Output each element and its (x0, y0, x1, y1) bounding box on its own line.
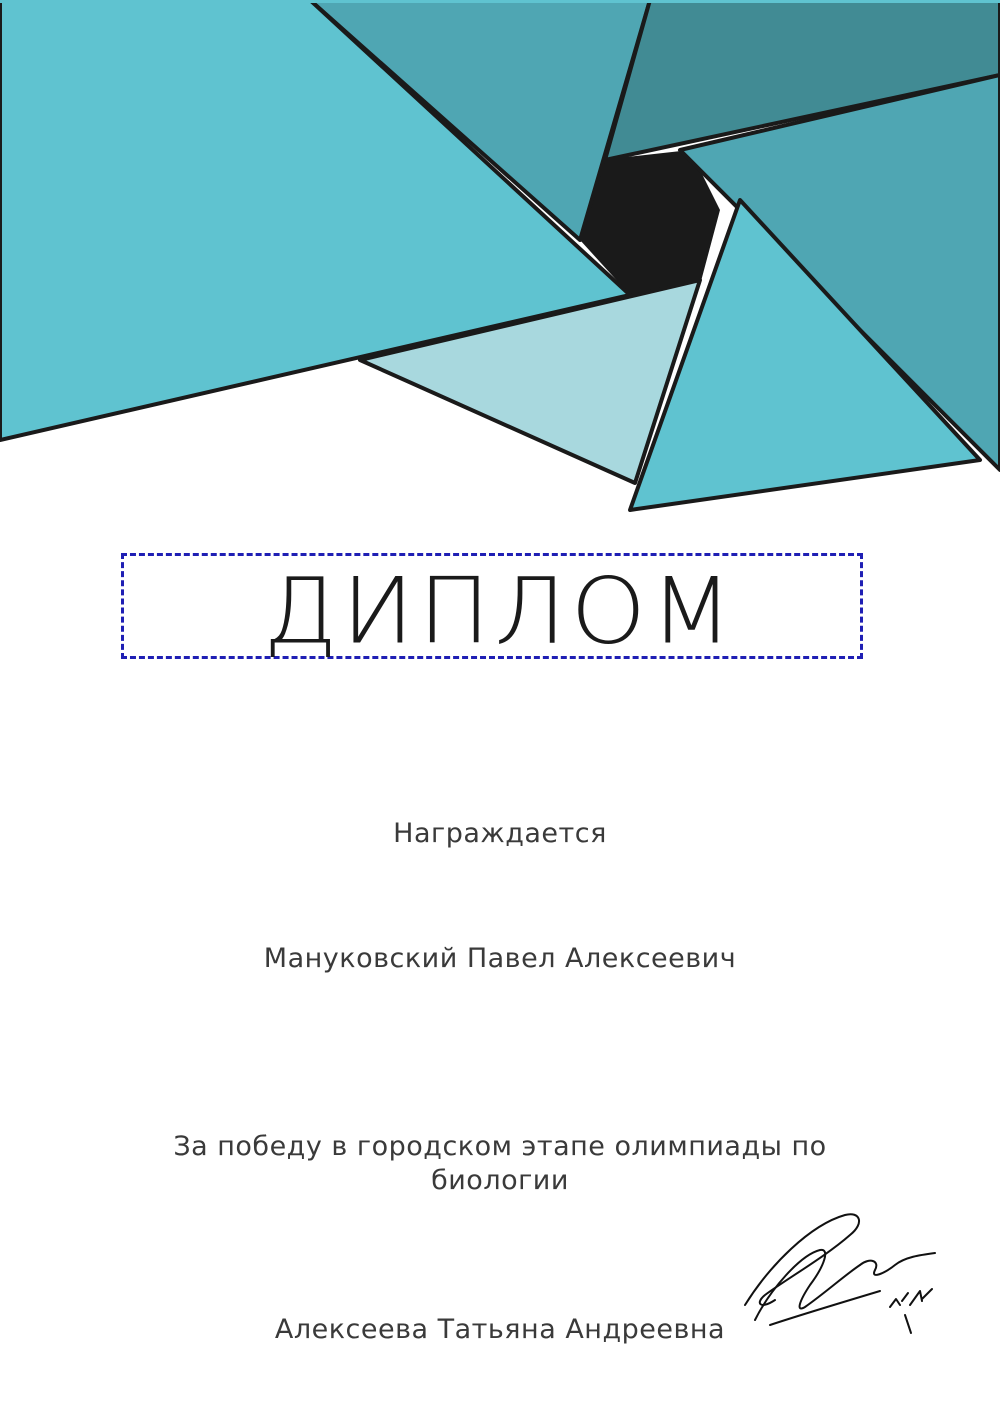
top-edge (0, 0, 1000, 3)
geometric-header-decoration (0, 0, 1000, 520)
handwritten-signature (730, 1195, 960, 1345)
signer-name: Алексеева Татьяна Андреевна (274, 1314, 726, 1345)
recipient-name: Мануковский Павел Алексеевич (263, 943, 737, 974)
diploma-title[interactable]: ДИПЛОМ (263, 557, 737, 665)
awarded-label: Награждается (393, 818, 607, 849)
award-reason: За победу в городском этапе олимпиады по биологии (173, 1131, 827, 1196)
